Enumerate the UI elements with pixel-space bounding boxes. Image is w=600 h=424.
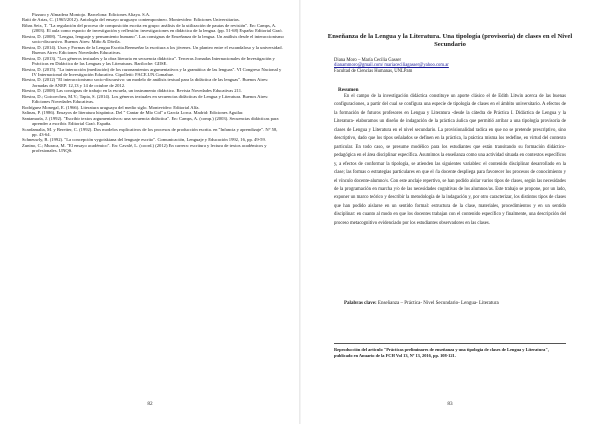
abstract-text: En el campo de la investigación didáctica constituye un aporte clásico el de Edith Litwin acerca de las buenas configuraciones, a partir del cual se configura una especie de tipología de clases en el ámbito universitario. A efectos de la formación de futuros profesores en Lengua y Literatura -desde la cátedra de Práctica I. Didáctica de Lengua y la Literatura- elaboramos un diseño de indagación de la práctica áulica que permitió arribar a una tipología provisoria de clases de Lengua y Literatura en el nivel secundario. La provisionalidad radica en que no se pretende prescriptivo, sino descriptivo, dado que los tipos señalados se definen en la práctica, la práctica misma los redefine, en virtud del contexto particular. En todo caso, se presume modélico para los estudiantes que están transitando su formación didáctico- pedagógica en el área disciplinar específica. Asumimos la enseñanza como una actividad situada en contextos específicos y, a efectos de conformar la tipología, se atienden las siguientes variables: el contenido disciplinar desarrollado en la clase; las formas o estrategias particulares en que el /la docente despliega para favorecer los procesos de conocimiento y el vínculo docente-alumno/s. Con este anclaje repertivo, se han podido aislar varios tipos de clases, según las necesidades de la programación en marcha y/o de las necesidades cognitivas de los alumnos/as. Este trabajo se propone, por un lado, exponer un marco teórico y describir la metodología de la indagación y, por otro caracterizar, los distintos tipos de clases que han podido aislarse en un sentido formal: estructura de la clase, materiales, procedimientos y en un sentido disciplinar: en cuanto al modo en que los docentes trabajan con el contenido específico y finalmente, una descripción del proceso metacognitivo evidenciado por los estudiantes observadores en las clases. xyxy=(334,94,566,226)
article-title: Enseñanza de la Lengua y la Literatura. Una tipología (provisoria) de clases en el Nivel Secundario xyxy=(327,33,573,48)
reference-entry: Raiti de Arias, C. (1965/2012). Antología del ensayo uruguayo contemporáneo. Montevideo: Ediciones Universitarias. xyxy=(22,17,240,23)
reference-entry: Riestra, D. (2012) "El interaccionismo socio-discursivo: un modelo de análisis textual para la didáctica de las lenguas". Buenos Aires: Jornadas de ANEP. 12,13 y 14 de octubre de 2012. xyxy=(22,77,269,88)
reference-entry: Riestra, D. (2008) Las consignas de trabajo en la escuela, un instrumento didáctico. Revista Novedades Educativas 211. xyxy=(22,88,243,94)
footnote-divider xyxy=(334,343,566,344)
page-number-right: 83 xyxy=(447,401,453,407)
reference-entry: Riestra, D. (2013). "Los géneros textuales y la obra literaria en secuencia didáctica". Terceras Jornadas Internacionales de Investigación y Prácticas en Didáctica de las Lenguas y las Literaturas. Bariloche: GIISE. xyxy=(22,55,275,67)
footnote: Reproducción del artículo "Prácticas preliminares de enseñanza y una tipología de clases de Lengua y Literatura", publicado en Anuario de la FCH Vol 13, Nº 13, 2016, pp. 108-121. xyxy=(334,347,549,358)
author-affiliation: Facultad de Ciencias Humanas, UNLPam xyxy=(334,68,413,74)
reference-entry: Ribas Seix, T. "La regulación del proceso de composición escrita en grupo: análisis de la utilización de pautas de revisión". En: Camps, A. (2003). El aula como espacio de investigación y reflexión: investigaciones en didáctica de la lengua. (pp. 51-68) España: Editorial Graó. xyxy=(22,22,283,34)
page-number-left: 82 xyxy=(147,401,153,407)
abstract-heading: Resumen xyxy=(338,87,359,93)
reference-entry: Riestra, D.; Goicoechea, M.V.; Tapia, S. (2014). Los géneros textuales en secuencias didácticas de Lengua y Literatura. Buenos Aires: Ediciones Novedades Educativas. xyxy=(22,93,269,105)
reference-entry: Riestra, D. (2015). "La interacción (mediación) de los razonamientos argumentativos y la gramática de las lenguas". VI Congreso Nacional y IV Internacional de Investigación Educativa. Cipolletti: FACE.UN.Comahue. xyxy=(22,66,282,77)
reference-entry: Riestra, D. (2014). Usos y Formas de la Lengua Escrita.Reenseñar la escritura a los jóvenes. Un planteo entre el escandaloso y la universidad. Buenos Aires: Ediciones Novedades Educativas. xyxy=(22,44,283,56)
reference-entry: Salinas, P. (1986). Ensayos de literatura hispánica. Del " Cantar de Mío Cid" a García Lorca. Madrid: Ediciones Aguilar. xyxy=(22,110,244,116)
reference-entry: Pizzaro y Almadera Montojo. Barcelona: Ediciones Altaya. S.A. xyxy=(32,12,151,17)
reference-entry: Rodríguez Monegal, E. (1966). Literatura uruguaya del medio siglo. Montevideo: Editorial Alfa. xyxy=(22,104,200,110)
reference-entry: Scardamalia, M. y Bereiter, C. (1992). Dos modelos explicativos de los procesos de producción escrita. en "Infancia y aprendizaje". N° 58, pp. 43-64. xyxy=(22,126,278,137)
keywords-text: Enseñanza – Práctica- Nivel Secundario- Lengua- Literatura xyxy=(377,301,499,306)
reference-entry: Santamaría, J. (1992). "Escribir textos argumentativos: una secuencia didáctica". En: Camps, A. (comp.) (2003). Secuencias didácticas para aprender a escribir. Editorial Graó. España. xyxy=(22,115,279,127)
references-list xyxy=(22,12,284,154)
keywords-line xyxy=(344,301,576,307)
right-page xyxy=(300,0,600,424)
keywords-label: Palabras clave: xyxy=(344,301,377,306)
reference-entry: Riestra, D. (2008). "Lengua, lenguaje y pensamiento humano". Las consignas de Enseñanza de la lengua. Un análisis desde el interaccionismo socio-discursivo. Buenos Aires: Miño & Dávila. xyxy=(22,33,284,45)
author-block xyxy=(334,58,584,74)
reference-entry: Zunino, C.; Muraca, M. "El ensayo académico". En: Cavalé, L. (coord.) (2012) En carrera: escritura y lectura de textos académicos y profesionales. UNQS. xyxy=(22,142,267,154)
author-emails[interactable]: dianammoro@gmail.com/ mariaceciliagasser@yahoo.com.ar xyxy=(334,63,449,69)
author-names: Diana Moro – María Cecilia Gasser xyxy=(334,58,402,63)
reference-entry: Schneuwly, B. (1992). "La concepción vygotskiana del lenguaje escrito". Comunicación, Lenguaje y Educación 1992, 16, pp. 49-59. xyxy=(22,137,266,143)
